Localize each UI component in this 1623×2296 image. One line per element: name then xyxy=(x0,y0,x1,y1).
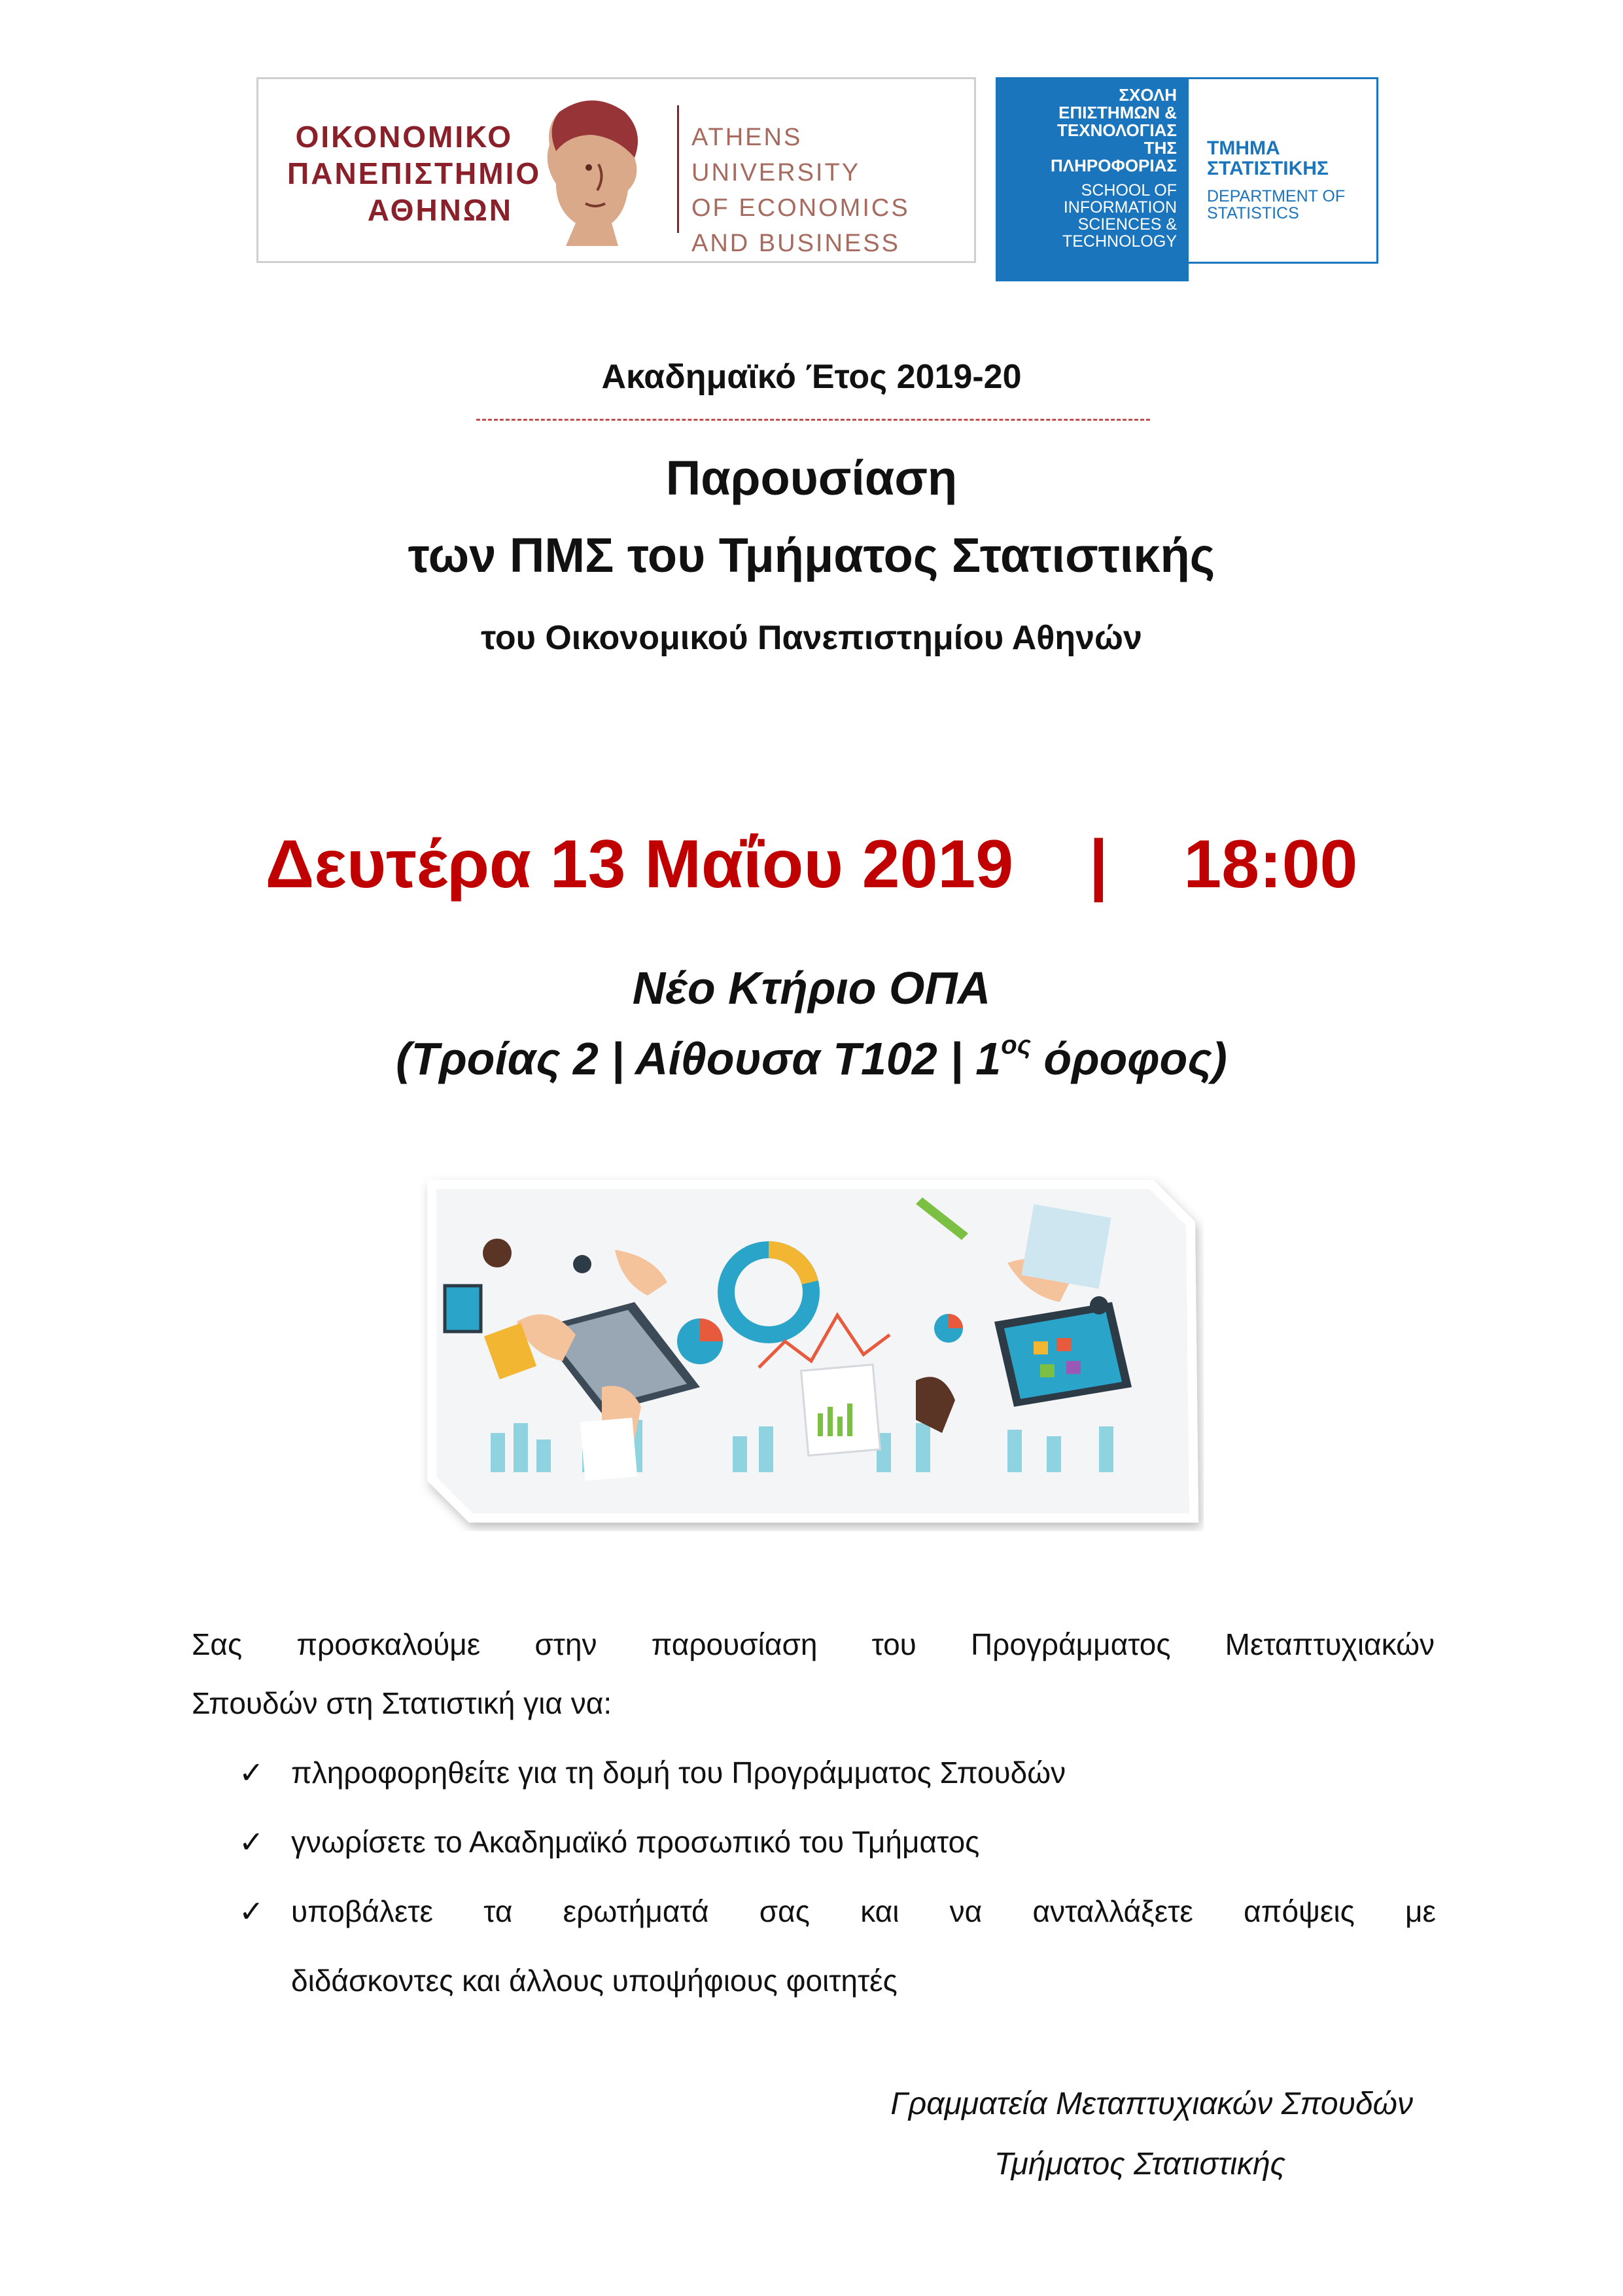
list-item-text xyxy=(291,1877,1436,2015)
department-english-name xyxy=(1207,188,1345,222)
title-line-2: των ΠΜΣ του Τμήματος Στατιστικής xyxy=(408,528,1215,582)
department-english-line: DEPARTMENT OF xyxy=(1207,187,1346,205)
data-analytics-illustration xyxy=(419,1171,1204,1531)
school-english-line: TECHNOLOGY xyxy=(1062,232,1177,251)
event-separator: | xyxy=(1089,826,1108,902)
aueb-greek-line: ΠΑΝΕΠΙΣΤΗΜΙΟ xyxy=(287,156,542,190)
event-date: Δευτέρα 13 Μαΐου 2019 xyxy=(265,826,1014,902)
department-logo xyxy=(996,77,1378,281)
signature-line-2: Τμήματος Στατιστικής xyxy=(994,2147,1285,2181)
school-greek-line: ΕΠΙΣΤΗΜΩΝ & xyxy=(1058,103,1177,122)
watch-icon xyxy=(1090,1296,1108,1315)
venue-address xyxy=(0,1030,1623,1085)
checkmark-icon: ✓ xyxy=(239,1756,264,1790)
school-greek-name xyxy=(1000,86,1177,175)
invitation-paragraph xyxy=(192,1615,1435,1733)
list-item xyxy=(239,1877,1436,2021)
school-logo-panel xyxy=(996,77,1189,281)
venue-address-suffix: όροφος) xyxy=(1030,1033,1227,1084)
aueb-english-name xyxy=(691,120,974,261)
logo-divider xyxy=(677,105,679,233)
invitation-line-2: Σπουδών στη Στατιστική για να: xyxy=(192,1686,612,1720)
list-item-text: γνωρίσετε το Ακαδημαϊκό προσωπικό του Τμήματος xyxy=(291,1825,980,1859)
school-english-line: SCIENCES & xyxy=(1077,215,1177,234)
school-english-name xyxy=(1000,182,1177,250)
coffee-cup-icon xyxy=(483,1239,512,1267)
event-time: 18:00 xyxy=(1183,826,1358,902)
title-line-3: του Οικονομικού Πανεπιστημίου Αθηνών xyxy=(481,619,1142,657)
venue-address-prefix: (Τροίας 2 | Αίθουσα Τ102 | 1 xyxy=(396,1033,1002,1084)
aueb-greek-name xyxy=(287,118,542,228)
aueb-logo xyxy=(256,77,976,263)
checkmark-icon: ✓ xyxy=(239,1894,264,1928)
aueb-greek-line: ΟΙΚΟΝΟΜΙΚΟ xyxy=(295,120,513,154)
phone-icon xyxy=(445,1286,481,1332)
invitation-line-1: Σας προσκαλούμε στην παρουσίαση του Προγράμματος Μεταπτυχιακών xyxy=(192,1627,1435,1661)
signature-line-1: Γραμματεία Μεταπτυχιακών Σπουδών xyxy=(890,2087,1413,2121)
checkmark-icon: ✓ xyxy=(239,1825,264,1859)
school-greek-line: ΠΛΗΡΟΦΟΡΙΑΣ xyxy=(1051,156,1177,175)
school-english-line: SCHOOL OF xyxy=(1081,181,1177,200)
venue-building: Νέο Κτήριο ΟΠΑ xyxy=(632,963,991,1014)
academic-year: Ακαδημαϊκό Έτος 2019-20 xyxy=(601,358,1022,396)
title-line-1: Παρουσίαση xyxy=(665,451,958,505)
school-english-line: INFORMATION xyxy=(1063,198,1177,217)
list-item-text: πληροφορηθείτε για τη δομή του Προγράμματος Σπουδών xyxy=(291,1756,1066,1790)
event-datetime xyxy=(0,826,1623,904)
aueb-greek-line: ΑΘΗΝΩΝ xyxy=(367,193,513,227)
list-item-text-line-1: υποβάλετε τα ερωτήματά σας και να ανταλλάξετε απόψεις με xyxy=(291,1894,1436,1928)
aueb-english-line: OF ECONOMICS xyxy=(691,194,910,222)
aueb-english-line: ATHENS UNIVERSITY xyxy=(691,124,861,186)
department-logo-panel xyxy=(1189,77,1378,264)
school-greek-line: ΣΧΟΛΗ xyxy=(1119,85,1177,105)
department-greek-name xyxy=(1207,138,1329,179)
department-english-line: STATISTICS xyxy=(1207,204,1299,222)
department-greek-line: ΣΤΑΤΙΣΤΙΚΗΣ xyxy=(1207,158,1329,179)
school-greek-line: ΤΗΣ xyxy=(1143,138,1177,158)
watch-icon xyxy=(573,1255,591,1273)
athena-head-icon xyxy=(520,92,664,249)
department-greek-line: ΤΜΗΜΑ xyxy=(1207,137,1280,159)
dashed-divider xyxy=(476,419,1150,421)
school-greek-line: ΤΕΧΝΟΛΟΓΙΑΣ xyxy=(1057,120,1177,140)
aueb-english-line: AND BUSINESS xyxy=(691,230,900,257)
list-item-text-line-2: διδάσκοντες και άλλους υποψήφιους φοιτητές xyxy=(291,1964,898,1998)
venue-floor-superscript: ος xyxy=(1001,1030,1031,1059)
